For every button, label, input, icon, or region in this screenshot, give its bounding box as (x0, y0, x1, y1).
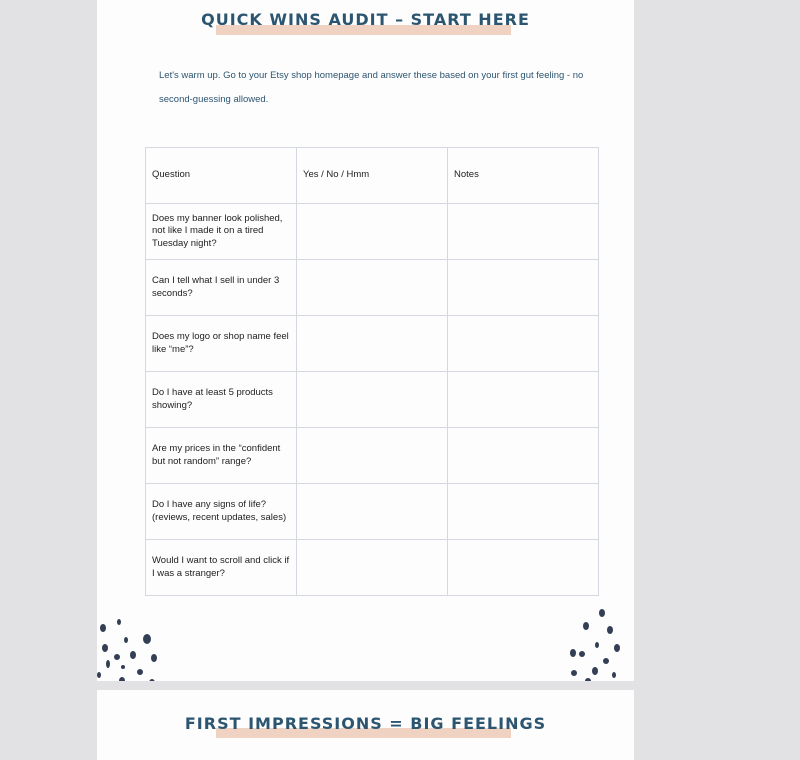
notes-cell[interactable] (448, 372, 599, 428)
question-cell: Would I want to scroll and click if I was a stranger? (146, 540, 297, 596)
table-row (146, 540, 599, 596)
answer-cell[interactable] (297, 316, 448, 372)
dot (151, 654, 157, 662)
table-row (146, 316, 599, 372)
dot (612, 672, 616, 678)
table-row (146, 428, 599, 484)
question-cell: Can I tell what I sell in under 3 seconds? (146, 260, 297, 316)
question-cell: Are my prices in the “confident but not random” range? (146, 428, 297, 484)
dot (102, 644, 108, 652)
intro-text: Let's warm up. Go to your Etsy shop homepage and answer these based on your first gut feeling - no second-guessing allowed. (159, 70, 584, 105)
table-row (146, 260, 599, 316)
table-row (146, 204, 599, 260)
page-quick-wins-audit (97, 0, 634, 681)
answer-cell[interactable] (297, 204, 448, 260)
dot (585, 678, 591, 681)
dot (97, 672, 101, 678)
answer-cell[interactable] (297, 260, 448, 316)
page-title: FIRST IMPRESSIONS = BIG FEELINGS (184, 714, 547, 733)
dot (137, 669, 143, 675)
dot (595, 642, 599, 648)
dot (599, 609, 605, 617)
question-cell: Do I have at least 5 products showing? (146, 372, 297, 428)
dot (119, 677, 125, 681)
column-header: Yes / No / Hmm (297, 148, 448, 204)
dot (121, 665, 125, 669)
notes-cell[interactable] (448, 540, 599, 596)
dot (592, 667, 598, 675)
column-header: Question (146, 148, 297, 204)
question-cell: Do I have any signs of life? (reviews, recent updates, sales) (146, 484, 297, 540)
page-title: QUICK WINS AUDIT – START HERE (201, 10, 530, 29)
dot (570, 649, 576, 657)
answer-cell[interactable] (297, 484, 448, 540)
notes-cell[interactable] (448, 484, 599, 540)
dot (583, 622, 589, 630)
question-cell: Does my logo or shop name feel like “me”? (146, 316, 297, 372)
answer-cell[interactable] (297, 428, 448, 484)
dot (143, 634, 151, 644)
column-header: Notes (448, 148, 599, 204)
dot (579, 651, 585, 657)
dot (571, 670, 577, 676)
notes-cell[interactable] (448, 428, 599, 484)
page-first-impressions (97, 690, 634, 760)
dot (114, 654, 120, 660)
question-cell: Does my banner look polished, not like I made it on a tired Tuesday night? (146, 204, 297, 260)
table-row (146, 372, 599, 428)
dot (607, 626, 613, 634)
table-header-row (146, 148, 599, 204)
dot (149, 679, 155, 681)
answer-cell[interactable] (297, 372, 448, 428)
decorative-dots-right (564, 600, 634, 681)
audit-table (145, 147, 599, 596)
dot (106, 660, 110, 668)
table-row (146, 484, 599, 540)
notes-cell[interactable] (448, 260, 599, 316)
notes-cell[interactable] (448, 316, 599, 372)
dot (130, 651, 136, 659)
dot (614, 644, 620, 652)
dot (603, 658, 609, 664)
dot (124, 637, 128, 643)
dot (100, 624, 106, 632)
decorative-dots-left (97, 600, 167, 681)
notes-cell[interactable] (448, 204, 599, 260)
answer-cell[interactable] (297, 540, 448, 596)
dot (117, 619, 121, 625)
